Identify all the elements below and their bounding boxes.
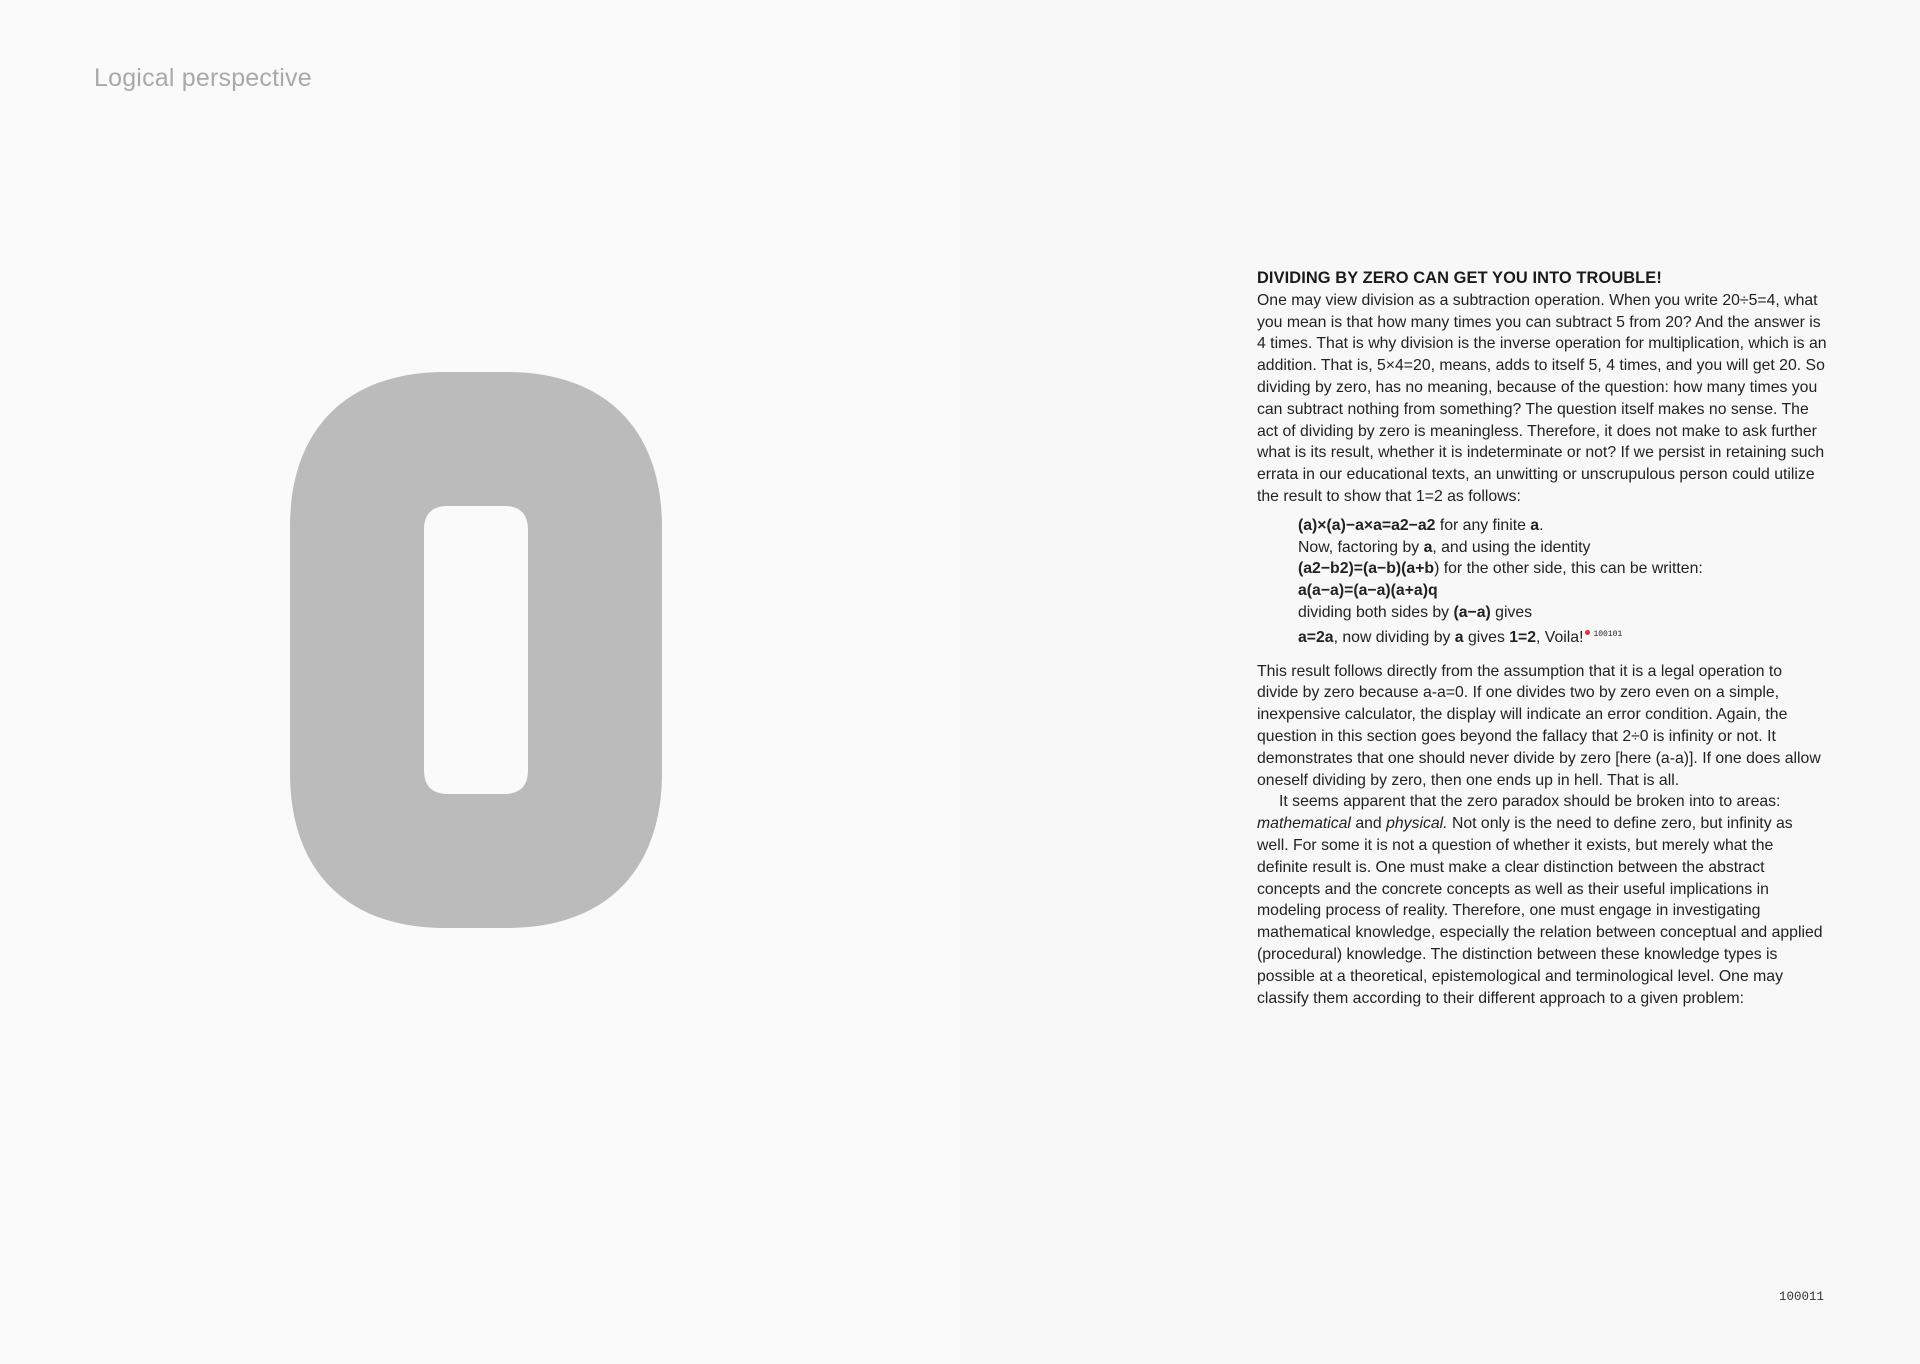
article-body (1257, 268, 1827, 1009)
paragraph-3: It seems apparent that the zero paradox should be broken into to areas: mathematical and physical. Not only is the need to define zero, but infinity as well. For some it is not a question of whether it exists, but merely what the definite result is. One must make a clear distinction between the abstract concepts and the concrete concepts as well as their useful implications in modeling process of reality. Therefore, one must engage in investigating mathematical knowledge, especially the relation between conceptual and applied (procedural) knowledge. The distinction between these knowledge types is possible at a theoretical, epistemological and terminological level. One may classify them according to their different approach to a given problem: (1257, 793, 1823, 1007)
footnote-marker-icon (1585, 630, 1590, 635)
math-line-1: (a)×(a)−a×a=a2−a2 for any finite a. (1298, 516, 1544, 534)
math-line-3: (a2−b2)=(a−b)(a+b) for the other side, this can be written: (1298, 560, 1703, 578)
math-line-6: a=2a, now dividing by a gives 1=2, Voila! $^{100101}$ (1298, 628, 1623, 646)
intro-paragraph: One may view division as a subtraction operation. When you write 20÷5=4, what you mean is that how many times you can subtract 5 from 20? And the answer is 4 times. That is why division is the inverse operation for multiplication, which is an addition. That is, 5×4=20, means, adds to itself 5, 4 times, and you will get 20. So dividing by zero, has no meaning, because of the question: how many times you can subtract nothing from something? The question itself makes no sense. The act of dividing by zero is meaningless. Therefore, it does not make to ask further what is its result, whether it is indeterminate or not? If we persist in retaining such errata in our educational texts, an unwitting or unscrupulous person could utilize the result to show that 1=2 as follows: (1257, 291, 1827, 505)
math-line-2: Now, factoring by a, and using the identity (1298, 538, 1591, 556)
page-number: 100011 (1778, 1290, 1824, 1304)
math-derivation (1298, 515, 1827, 649)
large-zero-graphic (290, 372, 662, 928)
math-line-5: dividing both sides by (a−a) gives (1298, 603, 1533, 621)
zero-glyph (290, 372, 662, 928)
running-head: Logical perspective (94, 64, 312, 92)
section-heading: DIVIDING BY ZERO CAN GET YOU INTO TROUBLE! (1257, 269, 1662, 287)
math-line-4: a(a−a)=(a−a)(a+a)q (1298, 582, 1438, 600)
paragraph-2: This result follows directly from the assumption that it is a legal operation to divide by zero because a-a=0. If one divides two by zero even on a simple, inexpensive calculator, the display will indicate an error condition. Again, the question in this section goes beyond the fallacy that 2÷0 is infinity or not. It demonstrates that one should never divide by zero [here (a-a)]. If one does allow oneself dividing by zero, then one ends up in hell. That is all. (1257, 662, 1821, 789)
footnote-number: 100101 (1593, 629, 1623, 639)
